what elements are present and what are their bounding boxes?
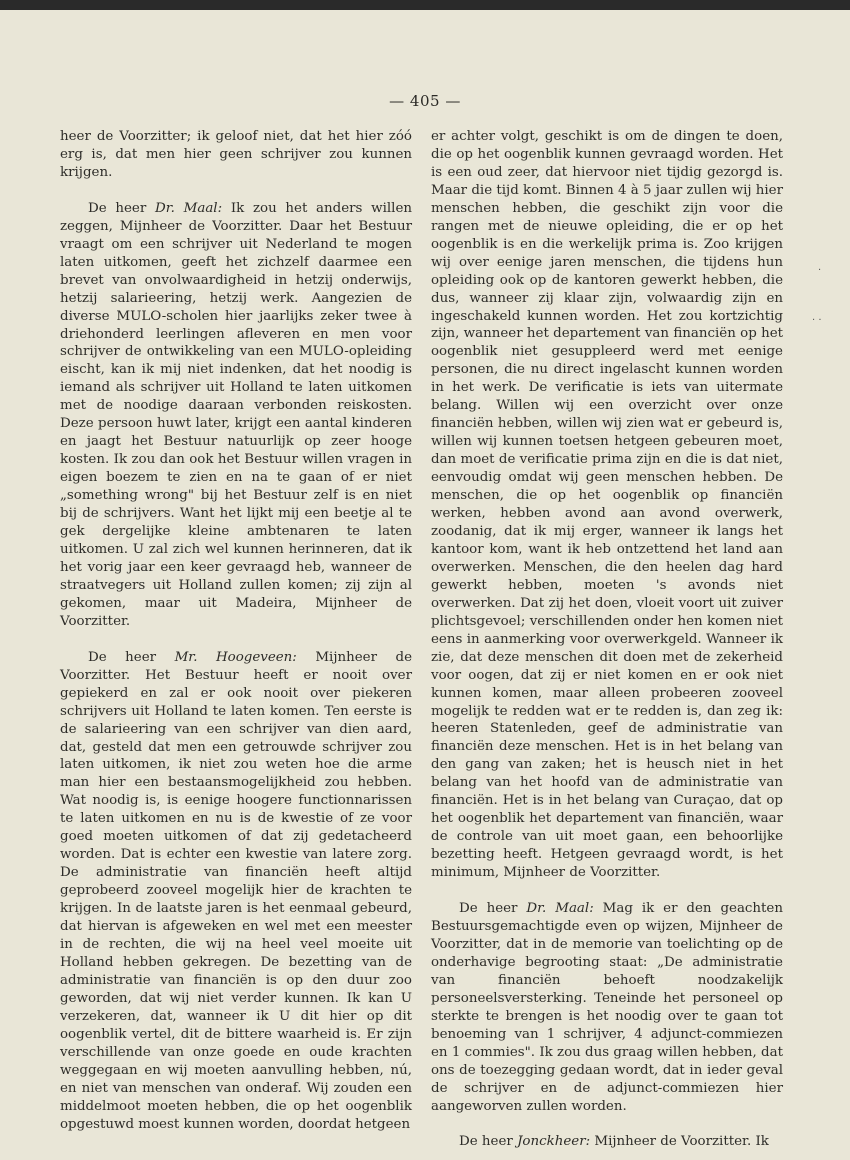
speech-maal [60, 200, 412, 631]
speech-maal-2 [431, 900, 783, 1115]
paragraph-continuation [431, 128, 783, 882]
speaker-name: Mr. Hoogeveen: [174, 649, 297, 665]
speech-lead: De heer [459, 901, 527, 917]
paragraph-text: Mag ik er den geachten Bestuursgemachtigde even op wijzen, Mijnheer de Voorzitter, dat in de memorie van toelichting op de onderhavige begrooting staat: „De administratie van financiën behoeft noodzakelijk personeelsversterking. Teneinde het personeel op sterkte te brengen is het noodig over te gaan tot benoeming van 1 schrijver, 4 adjunct-commiezen en 1 commies". Ik zou dus graag willen hebben, dat ons de toezegging gedaan wordt, dat in ieder geval de schrijver en de adjunct-commiezen hier aangeworven zullen worden. [431, 901, 783, 1114]
margin-mark: . . [812, 312, 822, 323]
speech-lead: De heer [88, 649, 175, 665]
paragraph-text: Ik zou het anders willen zeggen, Mijnheer de Voorzitter. Daar het Bestuur vraagt om een schrijver uit Nederland te mogen laten uitkomen, geeft het zichzelf daarmee een brevet van onvolwaardigheid in hetzij onderwijs, hetzij salarieering, hetzij werk. Aangezien de diverse MULO-scholen hier jaarlijks zeker twee à driehonderd leerlingen afleveren en men voor schrijver de ontwikkeling van een MULO-opleiding eischt, kan ik mij niet indenken, dat het noodig is iemand als schrijver uit Holland te laten uitkomen met de noodige daaraan verbonden reiskosten. Deze persoon huwt later, krijgt een aantal kinderen en jaagt het Bestuur natuurlijk op zeer hooge kosten. Ik zou dan ook het Bestuur willen vragen in eigen boezem te zien en na te gaan of er niet „something wrong" bij het Bestuur zelf is en niet bij de schrijvers. Want het lijkt mij een beetje al te gek dergelijke kleine ambtenaren te laten uitkomen. U zal zich wel kunnen herinneren, dat ik het vorig jaar een keer gevraagd heb, wanneer de straatvegers uit Holland zullen komen; zij zijn al gekomen, maar uit Madeira, Mijnheer de Voorzitter. [60, 200, 413, 629]
speech-jonckheer [431, 1133, 783, 1151]
paragraph-text: er achter volgt, geschikt is om de dingen te doen, die op het oogenblik kunnen gevraagd worden. Het is een oud zeer, dat hiervoor niet tijdig gezorgd is. Maar die tijd komt. Binnen 4 à 5 jaar zullen wij hier menschen hebben, die geschikt zijn voor die rangen met de nieuwe opleiding, die er op het oogenblik is en die werkelijk prima is. Zoo krijgen wij over eenige jaren menschen, die tijdens hun opleiding ook op de kantoren gewerkt hebben, die dus, wanneer zij klaar zijn, volwaardig zijn en ingeschakeld kunnen worden. Het zou kortzichtig zijn, wanneer het departement van financiën op het oogenblik niet gesuppleerd werd met eenige personen, die nu direct ingelascht kunnen worden in het werk. De verificatie is iets van uitermate belang. Willen wij een overzicht over onze financiën hebben, willen wij zien wat er gebeurd is, willen wij kunnen toetsen hetgeen gebeuren moet, dan moet de verificatie prima zijn en die is dat niet, eenvoudig omdat wij geen menschen hebben. De menschen, die op het oogenblik op financiën werken, hebben avond aan avond overwerk, zoodanig, dat ik mij erger, wanneer ik langs het kantoor kom, want ik heb ontzettend het land aan overwerken. Menschen, die den heelen dag hard gewerkt hebben, moeten 's avonds niet overwerken. Dat zij het doen, vloeit voort uit zuiver plichtsgevoel; verschillenden onder hen komen niet eens in aanmerking voor overwerkgeld. Wanneer ik zie, dat deze menschen dit doen met de zekerheid voor oogen, dat zij er niet komen en er ook niet kunnen komen, maar alleen probeeren zooveel mogelijk te redden wat er te redden is, dan zeg ik: heeren Statenleden, geef de administratie van financiën deze menschen. Het is in het belang van den gang van zaken; het is heusch niet in het belang van het hoofd van de administratie van financiën. Het is in het belang van Curaçao, dat op het oogenblik het departement van financiën, waar de controle van uit moet gaan, een behoorlijke bezetting heeft. Hetgeen gevraagd wordt, is het minimum, Mijnheer de Voorzitter. [431, 129, 783, 881]
paragraph-continuation [60, 128, 412, 182]
left-column [60, 128, 412, 1133]
speaker-name: Dr. Maal: [154, 200, 223, 216]
speech-lead: De heer [88, 200, 155, 216]
scan-top-edge [0, 0, 850, 10]
paragraph-text: Mijnheer de Voorzitter. Ik [590, 1134, 769, 1150]
paragraph-text: heer de Voorzitter; ik geloof niet, dat het hier zóó erg is, dat men hier geen schrijver zou kunnen krijgen. [60, 129, 412, 180]
speech-lead: De heer [459, 1134, 518, 1150]
speech-hoogeveen [60, 649, 412, 1134]
margin-mark: . [818, 262, 822, 273]
right-column [431, 128, 783, 1151]
paragraph-text: Mijnheer de Voorzitter. Het Bestuur heeft er nooit over gepiekerd en zal er ook nooit over piekeren schrijvers uit Holland te laten komen. Ten eerste is de salarieering van een schrijver van dien aard, dat, gesteld dat men een getrouwde schrijver zou laten uitkomen, ik niet zou weten hoe die arme man hier een bestaansmogelijkheid zou hebben. Wat noodig is, is eenige hoogere functionnarissen te laten uitkomen en nu is de kwestie of ze voor goed moeten uitkomen of dat zij gedetacheerd worden. Dat is echter een kwestie van latere zorg. De administratie van financiën heeft altijd geprobeerd zooveel mogelijk hier de krachten te krijgen. In de laatste jaren is het eenmaal gebeurd, dat hiervan is afgeweken en wel met een meester in de rechten, die wij na heel veel moeite uit Holland hebben gekregen. De bezetting van de administratie van financiën is op den duur zoo geworden, dat wij niet verder kunnen. Ik kan U verzekeren, dat, wanneer ik U dit hier op dit oogenblik vertel, dit de bittere waarheid is. Er zijn verschillende van onze goede en oude krachten weggegaan en wij moeten aanvulling hebben, nú, en niet van menschen van onderaf. Wij zouden een middelmoot moeten hebben, die op het oogenblik opgestuwd moest kunnen worden, doordat hetgeen [60, 649, 412, 1132]
speaker-name: Dr. Maal: [526, 901, 594, 917]
page-number: — 405 — [389, 92, 461, 110]
speaker-name: Jonckheer: [517, 1134, 591, 1150]
